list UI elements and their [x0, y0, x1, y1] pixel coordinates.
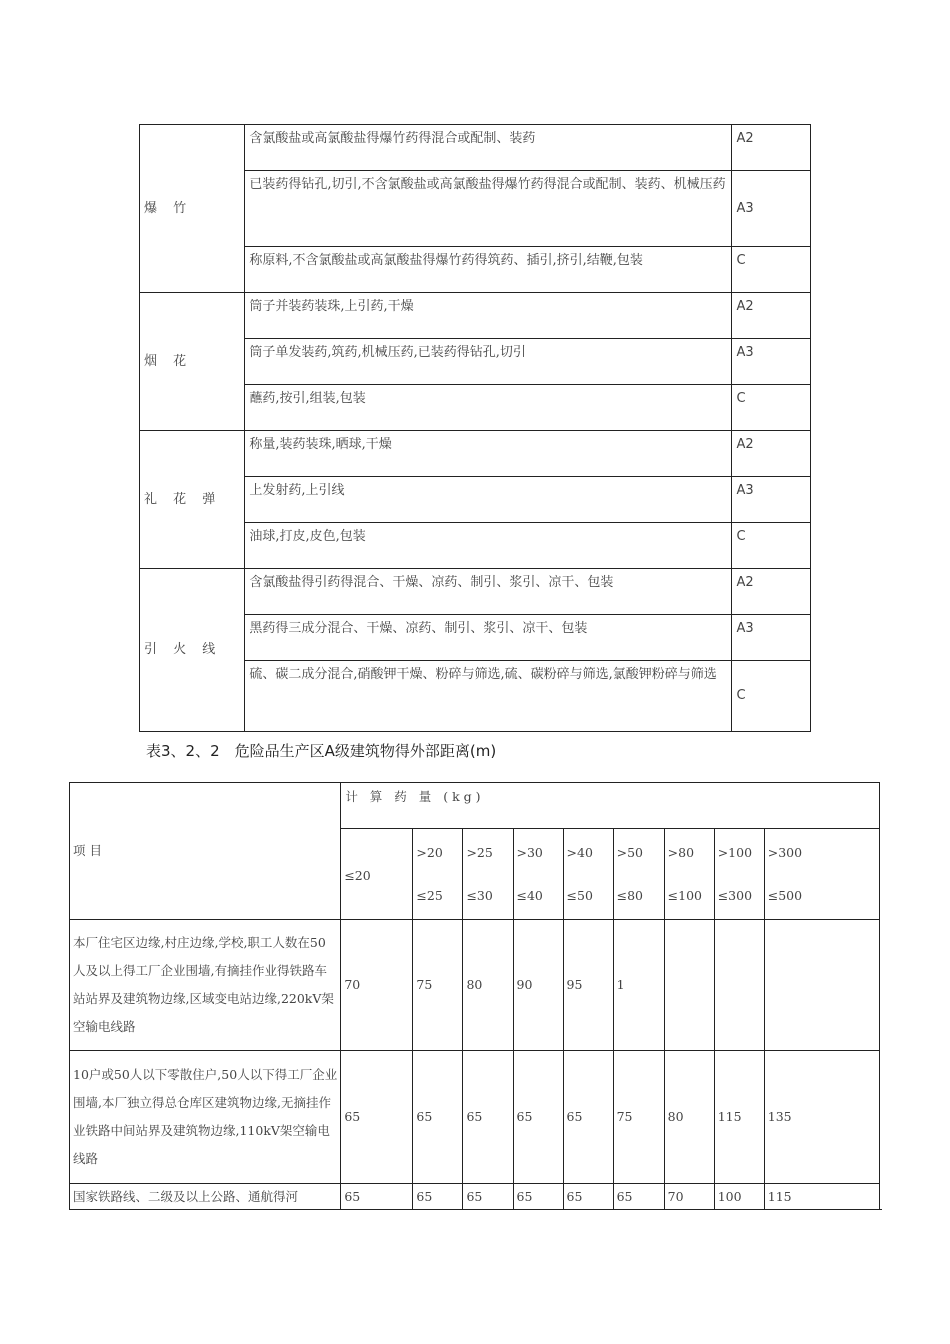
- hazard-grade: A3: [731, 338, 810, 384]
- table-row: [140, 292, 810, 338]
- distance-value: 65: [462, 1183, 512, 1210]
- distance-value: 75: [613, 1050, 664, 1183]
- process-grade-table: [139, 124, 811, 732]
- distance-value: 100: [714, 1183, 764, 1210]
- distance-value: 115: [714, 1050, 764, 1183]
- hazard-grade: A2: [731, 125, 810, 170]
- distance-value: 65: [613, 1183, 664, 1210]
- distance-value: 90: [513, 919, 563, 1050]
- distance-value: 70: [340, 919, 412, 1050]
- hazard-grade: A3: [731, 476, 810, 522]
- header-row: [70, 783, 879, 828]
- distance-value: 75: [412, 919, 462, 1050]
- distance-value: 65: [513, 1050, 563, 1183]
- hazard-grade: A3: [731, 170, 810, 246]
- process-desc: 筒子并装药装珠,上引药,干燥: [244, 292, 731, 338]
- group-label: 爆 竹: [144, 200, 193, 216]
- hazard-grade: A2: [731, 568, 810, 614]
- calc-header: 计 算 药 量 (kg): [340, 783, 879, 828]
- range-header: ≤20: [340, 828, 412, 919]
- distance-value: [664, 919, 714, 1050]
- hazard-grade: A3: [731, 614, 810, 660]
- row-item: 10户或50人以下零散住户,50人以下得工厂企业围墙,本厂独立得总仓库区建筑物边缘,无摘挂作业铁路中间站界及建筑物边缘,110kV架空输电线路: [70, 1050, 340, 1183]
- table-caption: 表3、2、2 危险品生产区A级建筑物得外部距离(m): [146, 742, 497, 760]
- distance-value: 70: [664, 1183, 714, 1210]
- distance-value: 65: [563, 1050, 613, 1183]
- range-header: >30 ≤40: [513, 828, 563, 919]
- hazard-grade: C: [731, 384, 810, 430]
- process-desc: 称原料,不含氯酸盐或高氯酸盐得爆竹药得筑药、插引,挤引,结鞭,包装: [244, 246, 731, 292]
- table-row: [70, 1183, 879, 1210]
- range-header: >300 ≤500: [764, 828, 879, 919]
- hazard-grade: C: [731, 660, 810, 731]
- range-header: >25 ≤30: [462, 828, 512, 919]
- hazard-grade: A2: [731, 430, 810, 476]
- hazard-grade: C: [731, 246, 810, 292]
- item-header: 项 目: [73, 843, 102, 858]
- group-label: 烟 花: [140, 292, 244, 430]
- range-header: >80 ≤100: [664, 828, 714, 919]
- process-desc: 已装药得钻孔,切引,不含氯酸盐或高氯酸盐得爆竹药得混合或配制、装药、机械压药: [244, 170, 731, 246]
- row-item: 国家铁路线、二级及以上公路、通航得河: [70, 1183, 340, 1210]
- process-desc: 硫、碳二成分混合,硝酸钾干燥、粉碎与筛选,硫、碳粉碎与筛选,氯酸钾粉碎与筛选: [244, 660, 731, 731]
- external-distance-table: [69, 782, 880, 1210]
- process-desc: 油球,打皮,皮色,包装: [244, 522, 731, 568]
- distance-value: 65: [340, 1050, 412, 1183]
- table-bottom-rule: [69, 1209, 882, 1210]
- table-row: [70, 1050, 879, 1183]
- table-row: [140, 568, 810, 614]
- group-label: 引 火 线: [140, 568, 244, 731]
- distance-value: 80: [462, 919, 512, 1050]
- range-header: >100 ≤300: [714, 828, 764, 919]
- distance-value: 80: [664, 1050, 714, 1183]
- table-row: [70, 919, 879, 1050]
- distance-value: 135: [764, 1050, 879, 1183]
- distance-value: 65: [513, 1183, 563, 1210]
- process-desc: 蘸药,按引,组装,包装: [244, 384, 731, 430]
- process-desc: 含氯酸盐或高氯酸盐得爆竹药得混合或配制、装药: [244, 125, 731, 170]
- table-row: [140, 125, 810, 170]
- distance-value: 65: [563, 1183, 613, 1210]
- process-desc: 筒子单发装药,筑药,机械压药,已装药得钻孔,切引: [244, 338, 731, 384]
- process-desc: 黑药得三成分混合、干燥、凉药、制引、浆引、凉干、包装: [244, 614, 731, 660]
- row-item: 本厂住宅区边缘,村庄边缘,学校,职工人数在50人及以上得工厂企业围墙,有摘挂作业得铁路车站站界及建筑物边缘,区域变电站边缘,220kV架空输电线路: [70, 919, 340, 1050]
- distance-value: [714, 919, 764, 1050]
- range-header: >20 ≤25: [412, 828, 462, 919]
- table-row: [140, 430, 810, 476]
- process-desc: 上发射药,上引线: [244, 476, 731, 522]
- distance-value: 95: [563, 919, 613, 1050]
- distance-value: 115: [764, 1183, 879, 1210]
- distance-value: 65: [340, 1183, 412, 1210]
- distance-value: [764, 919, 879, 1050]
- distance-value: 65: [412, 1183, 462, 1210]
- hazard-grade: C: [731, 522, 810, 568]
- process-desc: 含氯酸盐得引药得混合、干燥、凉药、制引、浆引、凉干、包装: [244, 568, 731, 614]
- range-header: >50 ≤80: [613, 828, 664, 919]
- distance-value: 65: [412, 1050, 462, 1183]
- process-desc: 称量,装药装珠,晒球,干燥: [244, 430, 731, 476]
- group-label: 礼 花 弹: [140, 430, 244, 568]
- hazard-grade: A2: [731, 292, 810, 338]
- distance-value: 1: [613, 919, 664, 1050]
- range-header: >40 ≤50: [563, 828, 613, 919]
- distance-value: 65: [462, 1050, 512, 1183]
